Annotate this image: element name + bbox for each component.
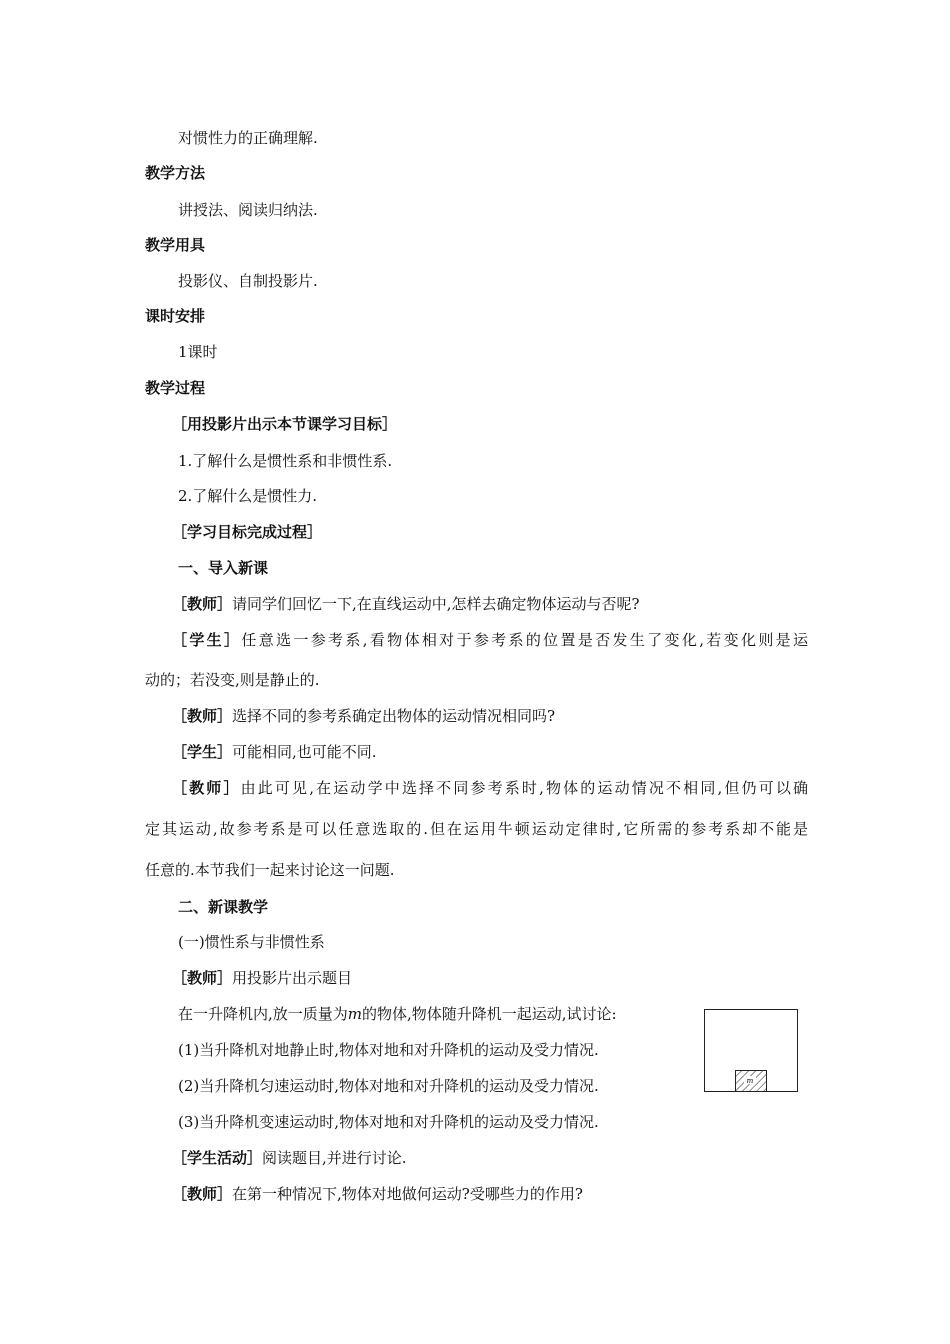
dialogue-line bbox=[172, 1148, 407, 1168]
section-heading-process: 教学过程 bbox=[145, 379, 206, 397]
sub-subsection-heading: (一)惯性系与非惯性系 bbox=[178, 933, 325, 951]
dialogue-line bbox=[172, 706, 555, 726]
dialogue-text-cont: 任意的.本节我们一起来讨论这一问题. bbox=[145, 861, 395, 879]
dialogue-text: 选择不同的参考系确定出物体的运动情况相同吗? bbox=[232, 707, 556, 725]
dialogue-line bbox=[172, 1184, 583, 1204]
section-heading-method: 教学方法 bbox=[145, 164, 206, 182]
dialogue-line bbox=[172, 742, 377, 762]
speaker-label: ［教师］ bbox=[172, 707, 233, 725]
speaker-label: ［教师］ bbox=[172, 779, 241, 797]
text-line: 1课时 bbox=[178, 343, 218, 361]
speaker-label: ［学生活动］ bbox=[172, 1149, 263, 1167]
question-intro bbox=[178, 1004, 617, 1024]
dialogue-line bbox=[172, 630, 808, 650]
question-intro-text: 的物体,物体随升降机一起运动,试讨论: bbox=[362, 1005, 617, 1023]
speaker-label: ［教师］ bbox=[172, 969, 233, 987]
goal-item: 2.了解什么是惯性力. bbox=[178, 487, 318, 505]
text-line: 讲授法、阅读归纳法. bbox=[178, 201, 318, 219]
section-heading-tools: 教学用具 bbox=[145, 236, 206, 254]
speaker-label: ［学生］ bbox=[172, 631, 242, 649]
dialogue-text-cont: 动的；若没变,则是静止的. bbox=[145, 671, 320, 689]
question-item: (1)当升降机对地静止时,物体对地和对升降机的运动及受力情况. bbox=[178, 1041, 599, 1059]
elevator-diagram bbox=[704, 1009, 798, 1092]
section-heading-schedule: 课时安排 bbox=[145, 307, 206, 325]
goal-item: 1.了解什么是惯性系和非惯性系. bbox=[178, 452, 393, 470]
dialogue-text: 用投影片出示题目 bbox=[232, 969, 353, 987]
dialogue-line bbox=[172, 968, 352, 988]
speaker-label: ［学生］ bbox=[172, 743, 233, 761]
dialogue-text: 可能相同,也可能不同. bbox=[232, 743, 377, 761]
speaker-label: ［教师］ bbox=[172, 1185, 233, 1203]
dialogue-text: 由此可见,在运动学中选择不同参考系时,物体的运动情况不相同,但仍可以确 bbox=[240, 779, 808, 797]
text-line: 投影仪、自制投影片. bbox=[178, 272, 318, 290]
question-item: (3)当升降机变速运动时,物体对地和对升降机的运动及受力情况. bbox=[178, 1113, 599, 1131]
text-line: 对惯性力的正确理解. bbox=[178, 129, 318, 147]
dialogue-text: 阅读题目,并进行讨论. bbox=[262, 1149, 407, 1167]
mass-symbol: m bbox=[347, 1005, 363, 1023]
question-item: (2)当升降机匀速运动时,物体对地和对升降机的运动及受力情况. bbox=[178, 1077, 599, 1095]
dialogue-line bbox=[172, 778, 808, 798]
question-intro-text: 在一升降机内,放一质量为 bbox=[178, 1005, 348, 1023]
subsection-heading: 二、新课教学 bbox=[178, 898, 269, 916]
dialogue-text-cont: 定其运动,故参考系是可以任意选取的.但在运用牛顿运动定律时,它所需的参考系却不能是 bbox=[145, 820, 808, 838]
goal-title: ［用投影片出示本节课学习目标］ bbox=[172, 415, 398, 433]
dialogue-line bbox=[172, 594, 640, 614]
dialogue-text: 请同学们回忆一下,在直线运动中,怎样去确定物体运动与否呢? bbox=[232, 595, 640, 613]
subsection-heading: 一、导入新课 bbox=[178, 559, 269, 577]
dialogue-text: 在第一种情况下,物体对地做何运动?受哪些力的作用? bbox=[232, 1185, 583, 1203]
mass-label: m bbox=[746, 1077, 754, 1085]
dialogue-text: 任意选一参考系,看物体相对于参考系的位置是否发生了变化,若变化则是运 bbox=[241, 631, 808, 649]
process-title: ［学习目标完成过程］ bbox=[172, 523, 323, 541]
speaker-label: ［教师］ bbox=[172, 595, 233, 613]
